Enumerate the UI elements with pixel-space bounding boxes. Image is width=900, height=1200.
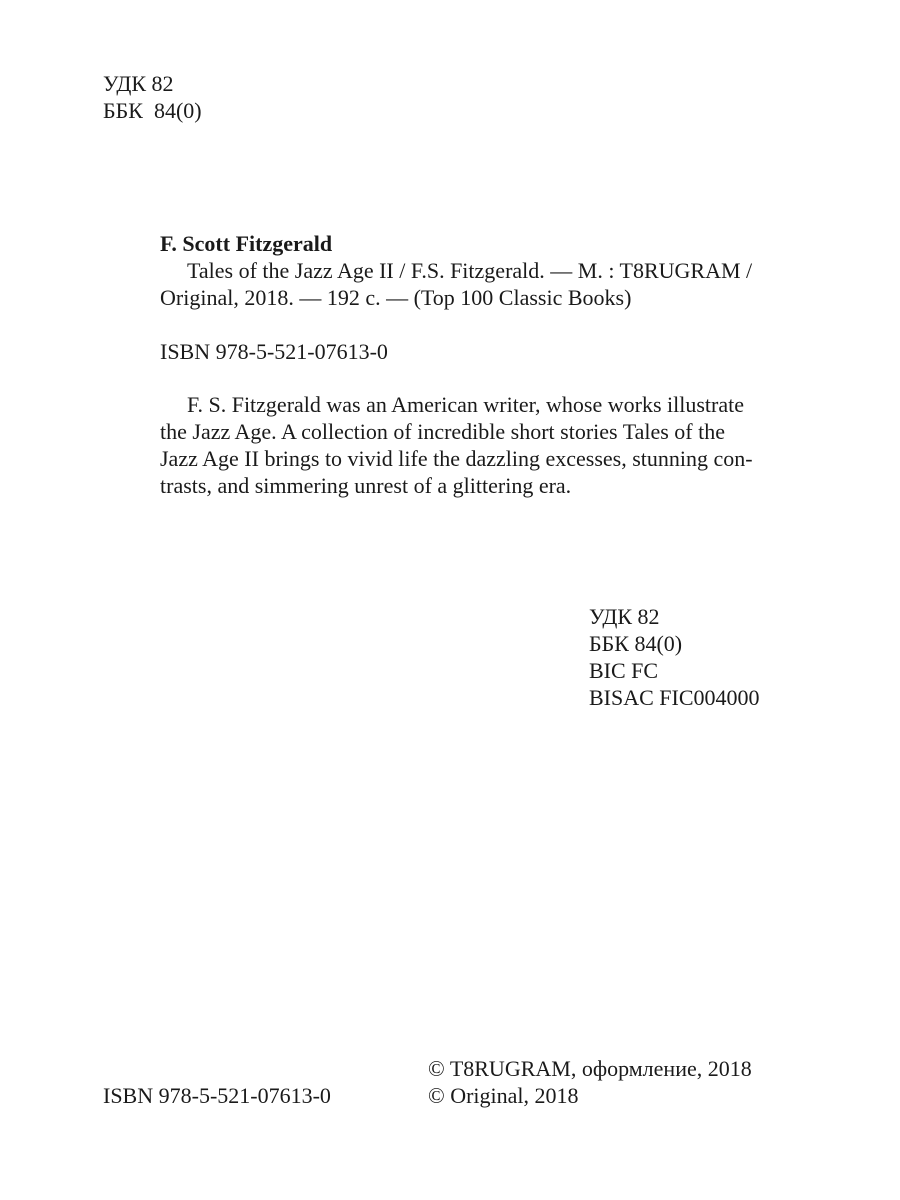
isbn-bottom: ISBN 978-5-521-07613-0: [103, 1083, 331, 1108]
annotation-line: trasts, and simmering unrest of a glittering era.: [160, 473, 572, 498]
isbn-main: ISBN 978-5-521-07613-0: [160, 339, 388, 364]
copyright-notices: [428, 1055, 752, 1109]
bibliographic-record: [160, 230, 762, 311]
copyright-line: © T8RUGRAM, оформление, 2018: [428, 1056, 752, 1081]
annotation: [160, 391, 762, 499]
bibliographic-line: Original, 2018. — 192 c. — (Top 100 Classic Books): [160, 285, 632, 310]
top-classification-codes: [103, 70, 202, 124]
annotation-line: the Jazz Age. A collection of incredible short stories Tales of the: [160, 419, 726, 444]
copyright-line: © Original, 2018: [428, 1083, 579, 1108]
bibliographic-line: Tales of the Jazz Age II / F.S. Fitzgerald. — M. : T8RUGRAM /: [187, 258, 753, 283]
annotation-line: Jazz Age II brings to vivid life the dazzling excesses, stunning con-: [160, 446, 753, 471]
udk-code: УДК 82: [103, 71, 174, 96]
bbk-code: ББК 84(0): [103, 98, 202, 123]
classification-codes: [589, 603, 760, 711]
bic-code: BIC FC: [589, 658, 659, 683]
bbk-code: ББК 84(0): [589, 631, 683, 656]
annotation-line: F. S. Fitzgerald was an American writer, whose works illustrate: [187, 392, 745, 417]
udk-code: УДК 82: [589, 604, 660, 629]
author-name: F. Scott Fitzgerald: [160, 231, 333, 256]
bisac-code: BISAC FIC004000: [589, 685, 760, 710]
